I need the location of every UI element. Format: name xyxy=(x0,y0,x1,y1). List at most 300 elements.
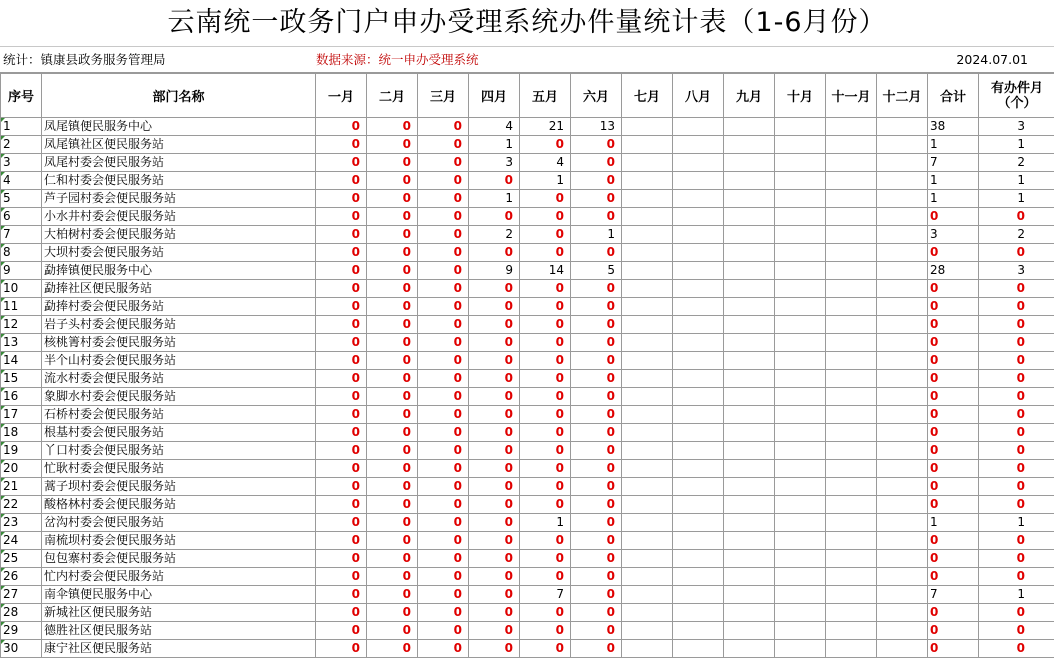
month-value-cell: 0 xyxy=(367,442,418,460)
month-value-cell: 0 xyxy=(520,316,571,334)
month-value-cell: 0 xyxy=(571,568,622,586)
empty-month-cell xyxy=(826,352,877,370)
month-value-cell: 0 xyxy=(418,370,469,388)
empty-month-cell xyxy=(724,550,775,568)
table-row xyxy=(1,460,1054,478)
table-row xyxy=(1,334,1054,352)
active-months-cell: 3 xyxy=(979,262,1054,280)
month-value-cell: 0 xyxy=(469,316,520,334)
month-value-cell: 0 xyxy=(469,640,520,658)
month-value-cell: 1 xyxy=(520,172,571,190)
month-value-cell: 0 xyxy=(316,586,367,604)
empty-month-cell xyxy=(826,406,877,424)
empty-month-cell xyxy=(622,586,673,604)
month-value-cell: 0 xyxy=(520,406,571,424)
empty-month-cell xyxy=(877,298,928,316)
empty-month-cell xyxy=(724,424,775,442)
empty-month-cell xyxy=(877,154,928,172)
page-title: 云南统一政务门户申办受理系统办件量统计表（1-6月份） xyxy=(0,0,1054,47)
empty-month-cell xyxy=(724,226,775,244)
month-value-cell: 0 xyxy=(316,424,367,442)
empty-month-cell xyxy=(724,190,775,208)
empty-month-cell xyxy=(775,496,826,514)
empty-month-cell xyxy=(673,424,724,442)
report-date: 2024.07.01 xyxy=(956,47,1028,72)
empty-month-cell xyxy=(775,208,826,226)
active-months-cell: 0 xyxy=(979,496,1054,514)
empty-month-cell xyxy=(877,532,928,550)
month-value-cell: 3 xyxy=(469,154,520,172)
department-name-cell: 凤尾镇社区便民服务站 xyxy=(42,136,316,154)
month-value-cell: 0 xyxy=(418,136,469,154)
empty-month-cell xyxy=(622,226,673,244)
month-value-cell: 0 xyxy=(418,514,469,532)
active-months-cell: 1 xyxy=(979,586,1054,604)
month-value-cell: 0 xyxy=(571,352,622,370)
month-value-cell: 0 xyxy=(469,280,520,298)
month-value-cell: 0 xyxy=(367,568,418,586)
empty-month-cell xyxy=(622,640,673,658)
total-cell: 0 xyxy=(928,496,979,514)
empty-month-cell xyxy=(775,586,826,604)
month-value-cell: 0 xyxy=(316,352,367,370)
table-row xyxy=(1,568,1054,586)
total-cell: 0 xyxy=(928,298,979,316)
month-value-cell: 0 xyxy=(418,334,469,352)
department-name-cell: 丫口村委会便民服务站 xyxy=(42,442,316,460)
empty-month-cell xyxy=(622,316,673,334)
table-row xyxy=(1,172,1054,190)
column-header: 十月 xyxy=(775,74,826,118)
month-value-cell: 0 xyxy=(316,208,367,226)
month-value-cell: 0 xyxy=(316,442,367,460)
total-cell: 0 xyxy=(928,460,979,478)
empty-month-cell xyxy=(622,118,673,136)
month-value-cell: 0 xyxy=(571,280,622,298)
month-value-cell: 0 xyxy=(418,298,469,316)
department-name-cell: 小水井村委会便民服务站 xyxy=(42,208,316,226)
active-months-cell: 0 xyxy=(979,442,1054,460)
empty-month-cell xyxy=(724,154,775,172)
month-value-cell: 0 xyxy=(571,496,622,514)
column-header: 合计 xyxy=(928,74,979,118)
department-name-cell: 石桥村委会便民服务站 xyxy=(42,406,316,424)
month-value-cell: 0 xyxy=(367,316,418,334)
empty-month-cell xyxy=(775,388,826,406)
empty-month-cell xyxy=(622,388,673,406)
month-value-cell: 0 xyxy=(367,424,418,442)
month-value-cell: 0 xyxy=(316,298,367,316)
month-value-cell: 0 xyxy=(520,280,571,298)
empty-month-cell xyxy=(826,604,877,622)
month-value-cell: 0 xyxy=(571,316,622,334)
empty-month-cell xyxy=(826,640,877,658)
month-value-cell: 0 xyxy=(367,244,418,262)
empty-month-cell xyxy=(673,298,724,316)
month-value-cell: 0 xyxy=(469,442,520,460)
empty-month-cell xyxy=(622,460,673,478)
month-value-cell: 0 xyxy=(469,586,520,604)
empty-month-cell xyxy=(775,640,826,658)
empty-month-cell xyxy=(622,208,673,226)
empty-month-cell xyxy=(775,352,826,370)
month-value-cell: 0 xyxy=(571,334,622,352)
active-months-cell: 0 xyxy=(979,622,1054,640)
month-value-cell: 0 xyxy=(571,406,622,424)
month-value-cell: 0 xyxy=(520,532,571,550)
month-value-cell: 0 xyxy=(418,208,469,226)
empty-month-cell xyxy=(673,514,724,532)
month-value-cell: 0 xyxy=(520,190,571,208)
month-value-cell: 0 xyxy=(316,406,367,424)
month-value-cell: 0 xyxy=(418,586,469,604)
total-cell: 28 xyxy=(928,262,979,280)
month-value-cell: 0 xyxy=(520,334,571,352)
empty-month-cell xyxy=(622,334,673,352)
month-value-cell: 0 xyxy=(367,334,418,352)
month-value-cell: 0 xyxy=(367,388,418,406)
total-cell: 0 xyxy=(928,442,979,460)
empty-month-cell xyxy=(724,118,775,136)
empty-month-cell xyxy=(826,460,877,478)
month-value-cell: 0 xyxy=(316,550,367,568)
department-name-cell: 凤尾村委会便民服务站 xyxy=(42,154,316,172)
table-row xyxy=(1,496,1054,514)
active-months-cell: 0 xyxy=(979,478,1054,496)
empty-month-cell xyxy=(673,442,724,460)
month-value-cell: 0 xyxy=(571,298,622,316)
month-value-cell: 0 xyxy=(418,496,469,514)
empty-month-cell xyxy=(775,154,826,172)
empty-month-cell xyxy=(622,568,673,586)
column-header: 一月 xyxy=(316,74,367,118)
month-value-cell: 0 xyxy=(316,172,367,190)
active-months-cell: 1 xyxy=(979,190,1054,208)
month-value-cell: 0 xyxy=(418,244,469,262)
total-cell: 38 xyxy=(928,118,979,136)
empty-month-cell xyxy=(877,118,928,136)
month-value-cell: 0 xyxy=(316,370,367,388)
month-value-cell: 0 xyxy=(520,442,571,460)
month-value-cell: 0 xyxy=(469,424,520,442)
month-value-cell: 0 xyxy=(316,136,367,154)
empty-month-cell xyxy=(673,496,724,514)
month-value-cell: 0 xyxy=(469,568,520,586)
empty-month-cell xyxy=(673,604,724,622)
month-value-cell: 0 xyxy=(316,478,367,496)
month-value-cell: 0 xyxy=(418,604,469,622)
active-months-cell: 0 xyxy=(979,406,1054,424)
month-value-cell: 0 xyxy=(316,388,367,406)
month-value-cell: 0 xyxy=(367,154,418,172)
total-cell: 0 xyxy=(928,280,979,298)
statistics-table xyxy=(0,73,1054,658)
empty-month-cell xyxy=(673,406,724,424)
month-value-cell: 0 xyxy=(367,406,418,424)
row-number-cell: 18 xyxy=(1,424,42,442)
total-cell: 0 xyxy=(928,316,979,334)
month-value-cell: 0 xyxy=(316,316,367,334)
active-months-cell: 0 xyxy=(979,568,1054,586)
empty-month-cell xyxy=(724,514,775,532)
month-value-cell: 0 xyxy=(367,262,418,280)
total-cell: 0 xyxy=(928,640,979,658)
empty-month-cell xyxy=(724,532,775,550)
empty-month-cell xyxy=(775,514,826,532)
month-value-cell: 0 xyxy=(571,478,622,496)
empty-month-cell xyxy=(826,622,877,640)
table-row xyxy=(1,244,1054,262)
month-value-cell: 0 xyxy=(367,298,418,316)
month-value-cell: 0 xyxy=(316,118,367,136)
empty-month-cell xyxy=(826,208,877,226)
month-value-cell: 0 xyxy=(571,550,622,568)
month-value-cell: 0 xyxy=(418,640,469,658)
month-value-cell: 0 xyxy=(469,208,520,226)
table-row xyxy=(1,442,1054,460)
department-name-cell: 酸格林村委会便民服务站 xyxy=(42,496,316,514)
empty-month-cell xyxy=(877,604,928,622)
empty-month-cell xyxy=(775,334,826,352)
row-number-cell: 17 xyxy=(1,406,42,424)
empty-month-cell xyxy=(724,442,775,460)
month-value-cell: 0 xyxy=(469,352,520,370)
month-value-cell: 0 xyxy=(367,136,418,154)
month-value-cell: 9 xyxy=(469,262,520,280)
total-cell: 0 xyxy=(928,208,979,226)
empty-month-cell xyxy=(775,622,826,640)
month-value-cell: 0 xyxy=(520,388,571,406)
empty-month-cell xyxy=(877,280,928,298)
empty-month-cell xyxy=(673,118,724,136)
empty-month-cell xyxy=(622,370,673,388)
row-number-cell: 8 xyxy=(1,244,42,262)
empty-month-cell xyxy=(673,262,724,280)
empty-month-cell xyxy=(673,136,724,154)
table-row xyxy=(1,640,1054,658)
month-value-cell: 0 xyxy=(418,478,469,496)
month-value-cell: 0 xyxy=(367,640,418,658)
empty-month-cell xyxy=(673,280,724,298)
empty-month-cell xyxy=(877,262,928,280)
month-value-cell: 1 xyxy=(520,514,571,532)
empty-month-cell xyxy=(826,478,877,496)
column-header: 四月 xyxy=(469,74,520,118)
empty-month-cell xyxy=(673,190,724,208)
active-months-cell: 1 xyxy=(979,172,1054,190)
empty-month-cell xyxy=(826,136,877,154)
row-number-cell: 16 xyxy=(1,388,42,406)
total-cell: 7 xyxy=(928,586,979,604)
empty-month-cell xyxy=(673,226,724,244)
month-value-cell: 0 xyxy=(520,604,571,622)
column-header: 七月 xyxy=(622,74,673,118)
month-value-cell: 0 xyxy=(316,334,367,352)
month-value-cell: 0 xyxy=(316,640,367,658)
month-value-cell: 0 xyxy=(520,568,571,586)
empty-month-cell xyxy=(724,406,775,424)
empty-month-cell xyxy=(673,550,724,568)
month-value-cell: 0 xyxy=(316,226,367,244)
empty-month-cell xyxy=(826,514,877,532)
empty-month-cell xyxy=(724,262,775,280)
empty-month-cell xyxy=(775,226,826,244)
empty-month-cell xyxy=(826,442,877,460)
empty-month-cell xyxy=(622,190,673,208)
empty-month-cell xyxy=(622,136,673,154)
month-value-cell: 0 xyxy=(418,442,469,460)
active-months-cell: 2 xyxy=(979,226,1054,244)
empty-month-cell xyxy=(877,172,928,190)
total-cell: 0 xyxy=(928,550,979,568)
month-value-cell: 0 xyxy=(571,244,622,262)
month-value-cell: 0 xyxy=(571,640,622,658)
department-name-cell: 岔沟村委会便民服务站 xyxy=(42,514,316,532)
row-number-cell: 5 xyxy=(1,190,42,208)
column-header: 六月 xyxy=(571,74,622,118)
empty-month-cell xyxy=(724,172,775,190)
month-value-cell: 0 xyxy=(520,640,571,658)
month-value-cell: 0 xyxy=(367,370,418,388)
empty-month-cell xyxy=(826,118,877,136)
column-header: 九月 xyxy=(724,74,775,118)
active-months-cell: 1 xyxy=(979,136,1054,154)
month-value-cell: 0 xyxy=(520,136,571,154)
table-row xyxy=(1,262,1054,280)
table-row xyxy=(1,280,1054,298)
empty-month-cell xyxy=(775,568,826,586)
empty-month-cell xyxy=(877,316,928,334)
table-row xyxy=(1,478,1054,496)
empty-month-cell xyxy=(877,478,928,496)
empty-month-cell xyxy=(877,208,928,226)
month-value-cell: 0 xyxy=(571,604,622,622)
month-value-cell: 0 xyxy=(418,280,469,298)
empty-month-cell xyxy=(622,532,673,550)
month-value-cell: 0 xyxy=(367,514,418,532)
row-number-cell: 28 xyxy=(1,604,42,622)
empty-month-cell xyxy=(775,262,826,280)
table-row xyxy=(1,154,1054,172)
department-name-cell: 半个山村委会便民服务站 xyxy=(42,352,316,370)
month-value-cell: 0 xyxy=(418,568,469,586)
column-header: 部门名称 xyxy=(42,74,316,118)
empty-month-cell xyxy=(622,424,673,442)
empty-month-cell xyxy=(877,442,928,460)
month-value-cell: 0 xyxy=(418,154,469,172)
empty-month-cell xyxy=(775,460,826,478)
department-name-cell: 核桃箐村委会便民服务站 xyxy=(42,334,316,352)
department-name-cell: 流水村委会便民服务站 xyxy=(42,370,316,388)
month-value-cell: 0 xyxy=(571,190,622,208)
empty-month-cell xyxy=(673,388,724,406)
empty-month-cell xyxy=(724,316,775,334)
empty-month-cell xyxy=(724,640,775,658)
total-cell: 0 xyxy=(928,352,979,370)
empty-month-cell xyxy=(622,442,673,460)
department-name-cell: 岩子头村委会便民服务站 xyxy=(42,316,316,334)
empty-month-cell xyxy=(826,532,877,550)
empty-month-cell xyxy=(877,190,928,208)
month-value-cell: 0 xyxy=(520,478,571,496)
table-row xyxy=(1,604,1054,622)
month-value-cell: 0 xyxy=(520,496,571,514)
table-row xyxy=(1,352,1054,370)
row-number-cell: 12 xyxy=(1,316,42,334)
active-months-cell: 2 xyxy=(979,154,1054,172)
month-value-cell: 0 xyxy=(418,550,469,568)
total-cell: 1 xyxy=(928,190,979,208)
month-value-cell: 0 xyxy=(571,154,622,172)
month-value-cell: 0 xyxy=(418,262,469,280)
total-cell: 0 xyxy=(928,478,979,496)
empty-month-cell xyxy=(775,136,826,154)
empty-month-cell xyxy=(775,532,826,550)
empty-month-cell xyxy=(673,154,724,172)
active-months-cell: 0 xyxy=(979,460,1054,478)
total-cell: 0 xyxy=(928,424,979,442)
month-value-cell: 0 xyxy=(418,622,469,640)
total-cell: 1 xyxy=(928,136,979,154)
empty-month-cell xyxy=(673,172,724,190)
empty-month-cell xyxy=(826,172,877,190)
total-cell: 0 xyxy=(928,388,979,406)
row-number-cell: 9 xyxy=(1,262,42,280)
empty-month-cell xyxy=(673,622,724,640)
empty-month-cell xyxy=(775,172,826,190)
empty-month-cell xyxy=(775,370,826,388)
month-value-cell: 0 xyxy=(316,622,367,640)
department-name-cell: 勐捧社区便民服务站 xyxy=(42,280,316,298)
row-number-cell: 3 xyxy=(1,154,42,172)
department-name-cell: 德胜社区便民服务站 xyxy=(42,622,316,640)
month-value-cell: 0 xyxy=(520,298,571,316)
month-value-cell: 0 xyxy=(571,622,622,640)
department-name-cell: 康宁社区便民服务站 xyxy=(42,640,316,658)
empty-month-cell xyxy=(775,280,826,298)
empty-month-cell xyxy=(724,244,775,262)
month-value-cell: 1 xyxy=(469,190,520,208)
month-value-cell: 0 xyxy=(520,244,571,262)
month-value-cell: 0 xyxy=(418,460,469,478)
row-number-cell: 4 xyxy=(1,172,42,190)
empty-month-cell xyxy=(673,352,724,370)
department-name-cell: 仁和村委会便民服务站 xyxy=(42,172,316,190)
month-value-cell: 0 xyxy=(418,118,469,136)
empty-month-cell xyxy=(724,136,775,154)
row-number-cell: 6 xyxy=(1,208,42,226)
month-value-cell: 0 xyxy=(469,298,520,316)
empty-month-cell xyxy=(724,352,775,370)
total-cell: 0 xyxy=(928,370,979,388)
empty-month-cell xyxy=(826,370,877,388)
empty-month-cell xyxy=(826,262,877,280)
empty-month-cell xyxy=(724,622,775,640)
empty-month-cell xyxy=(826,244,877,262)
month-value-cell: 0 xyxy=(316,190,367,208)
row-number-cell: 14 xyxy=(1,352,42,370)
row-number-cell: 21 xyxy=(1,478,42,496)
empty-month-cell xyxy=(877,370,928,388)
month-value-cell: 0 xyxy=(520,622,571,640)
month-value-cell: 0 xyxy=(418,316,469,334)
active-months-cell: 0 xyxy=(979,334,1054,352)
empty-month-cell xyxy=(622,604,673,622)
month-value-cell: 0 xyxy=(367,190,418,208)
month-value-cell: 0 xyxy=(367,550,418,568)
month-value-cell: 7 xyxy=(520,586,571,604)
month-value-cell: 5 xyxy=(571,262,622,280)
